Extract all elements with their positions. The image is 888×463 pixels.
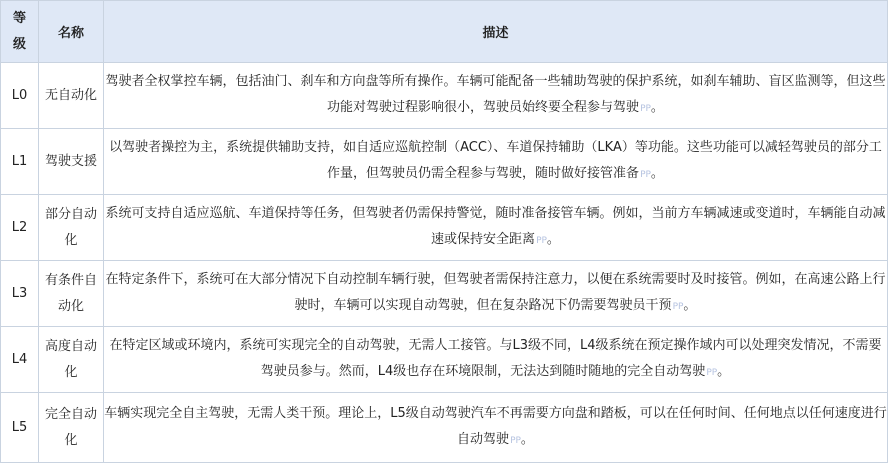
- reference-mark: PP: [640, 170, 651, 180]
- row-name-label: 无自动化: [45, 87, 98, 103]
- row-level: L2: [1, 195, 39, 261]
- row-level: L4: [1, 327, 39, 393]
- row-description-text: 在特定条件下，系统可在大部分情况下自动控制车辆行驶，但驾驶者需保持注意力，以便在系统需要时及时接管。例如，在高速公路上行驶时，车辆可以实现自动驾驶，但在复杂路况下仍需要驾驶员干预: [105, 272, 886, 313]
- row-description-text: 以驾驶者操控为主，系统提供辅助支持，如自适应巡航控制（ACC）、车道保持辅助（LKA）等功能。这些功能可以减轻驾驶员的部分工作量，但驾驶员仍需全程参与驾驶，随时做好接管准备: [109, 140, 882, 181]
- table-header-row: [1, 1, 888, 63]
- row-name: [39, 129, 104, 195]
- row-level: L0: [1, 63, 39, 129]
- table-row: [1, 393, 888, 463]
- row-name: [39, 195, 104, 261]
- row-level: L3: [1, 261, 39, 327]
- row-description: [104, 195, 888, 261]
- row-name-label: 有条件自动化: [45, 272, 98, 314]
- header-description: 描述: [104, 1, 888, 63]
- row-description-text: 在特定区域或环境内，系统可实现完全的自动驾驶，无需人工接管。与L3级不同，L4级系统在预定操作域内可以处理突发情况，不需要驾驶员参与。然而，L4级也存在环境限制，无法达到随时随地的完全自动驾驶: [109, 338, 882, 379]
- row-description: [104, 129, 888, 195]
- table-row: [1, 327, 888, 393]
- table-row: [1, 63, 888, 129]
- row-description-text: 车辆实现完全自主驾驶，无需人类干预。理论上，L5级自动驾驶汽车不再需要方向盘和踏板，可以在任何时间、任何地点以任何速度进行自动驾驶: [104, 406, 887, 447]
- row-description-text: 系统可支持自适应巡航、车道保持等任务，但驾驶者仍需保持警觉，随时准备接管车辆。例如，当前方车辆减速或变道时，车辆能自动减速或保持安全距离: [105, 206, 886, 247]
- row-name-label: 部分自动化: [45, 206, 98, 248]
- reference-mark: PP: [640, 104, 651, 114]
- row-name-label: 完全自动化: [45, 406, 98, 448]
- reference-mark: PP: [706, 368, 718, 378]
- table-row: [1, 195, 888, 261]
- header-level: [1, 1, 39, 63]
- row-name: [39, 327, 104, 393]
- row-description: [104, 63, 888, 129]
- row-name-label: 高度自动化: [45, 338, 98, 380]
- header-level-label: 等级: [12, 10, 26, 52]
- table-row: [1, 129, 888, 195]
- period: 。: [650, 100, 664, 115]
- period: 。: [520, 432, 534, 447]
- period: 。: [683, 298, 697, 313]
- header-name: 名称: [39, 1, 104, 63]
- table-row: [1, 261, 888, 327]
- row-name: [39, 261, 104, 327]
- row-level: L5: [1, 393, 39, 463]
- row-name: [39, 63, 104, 129]
- period: 。: [717, 364, 731, 379]
- reference-mark: PP: [536, 236, 547, 246]
- reference-mark: PP: [510, 436, 521, 446]
- period: 。: [546, 232, 560, 247]
- row-description: [104, 261, 888, 327]
- row-name-label: 驾驶支援: [45, 153, 98, 169]
- period: 。: [650, 166, 664, 181]
- row-description-text: 驾驶者全权掌控车辆，包括油门、刹车和方向盘等所有操作。车辆可能配备一些辅助驾驶的保护系统，如刹车辅助、盲区监测等，但这些功能对驾驶过程影响很小，驾驶员始终要全程参与驾驶: [105, 74, 886, 115]
- reference-mark: PP: [672, 302, 684, 312]
- row-level: L1: [1, 129, 39, 195]
- row-description: [104, 327, 888, 393]
- row-name: [39, 393, 104, 463]
- row-description: [104, 393, 888, 463]
